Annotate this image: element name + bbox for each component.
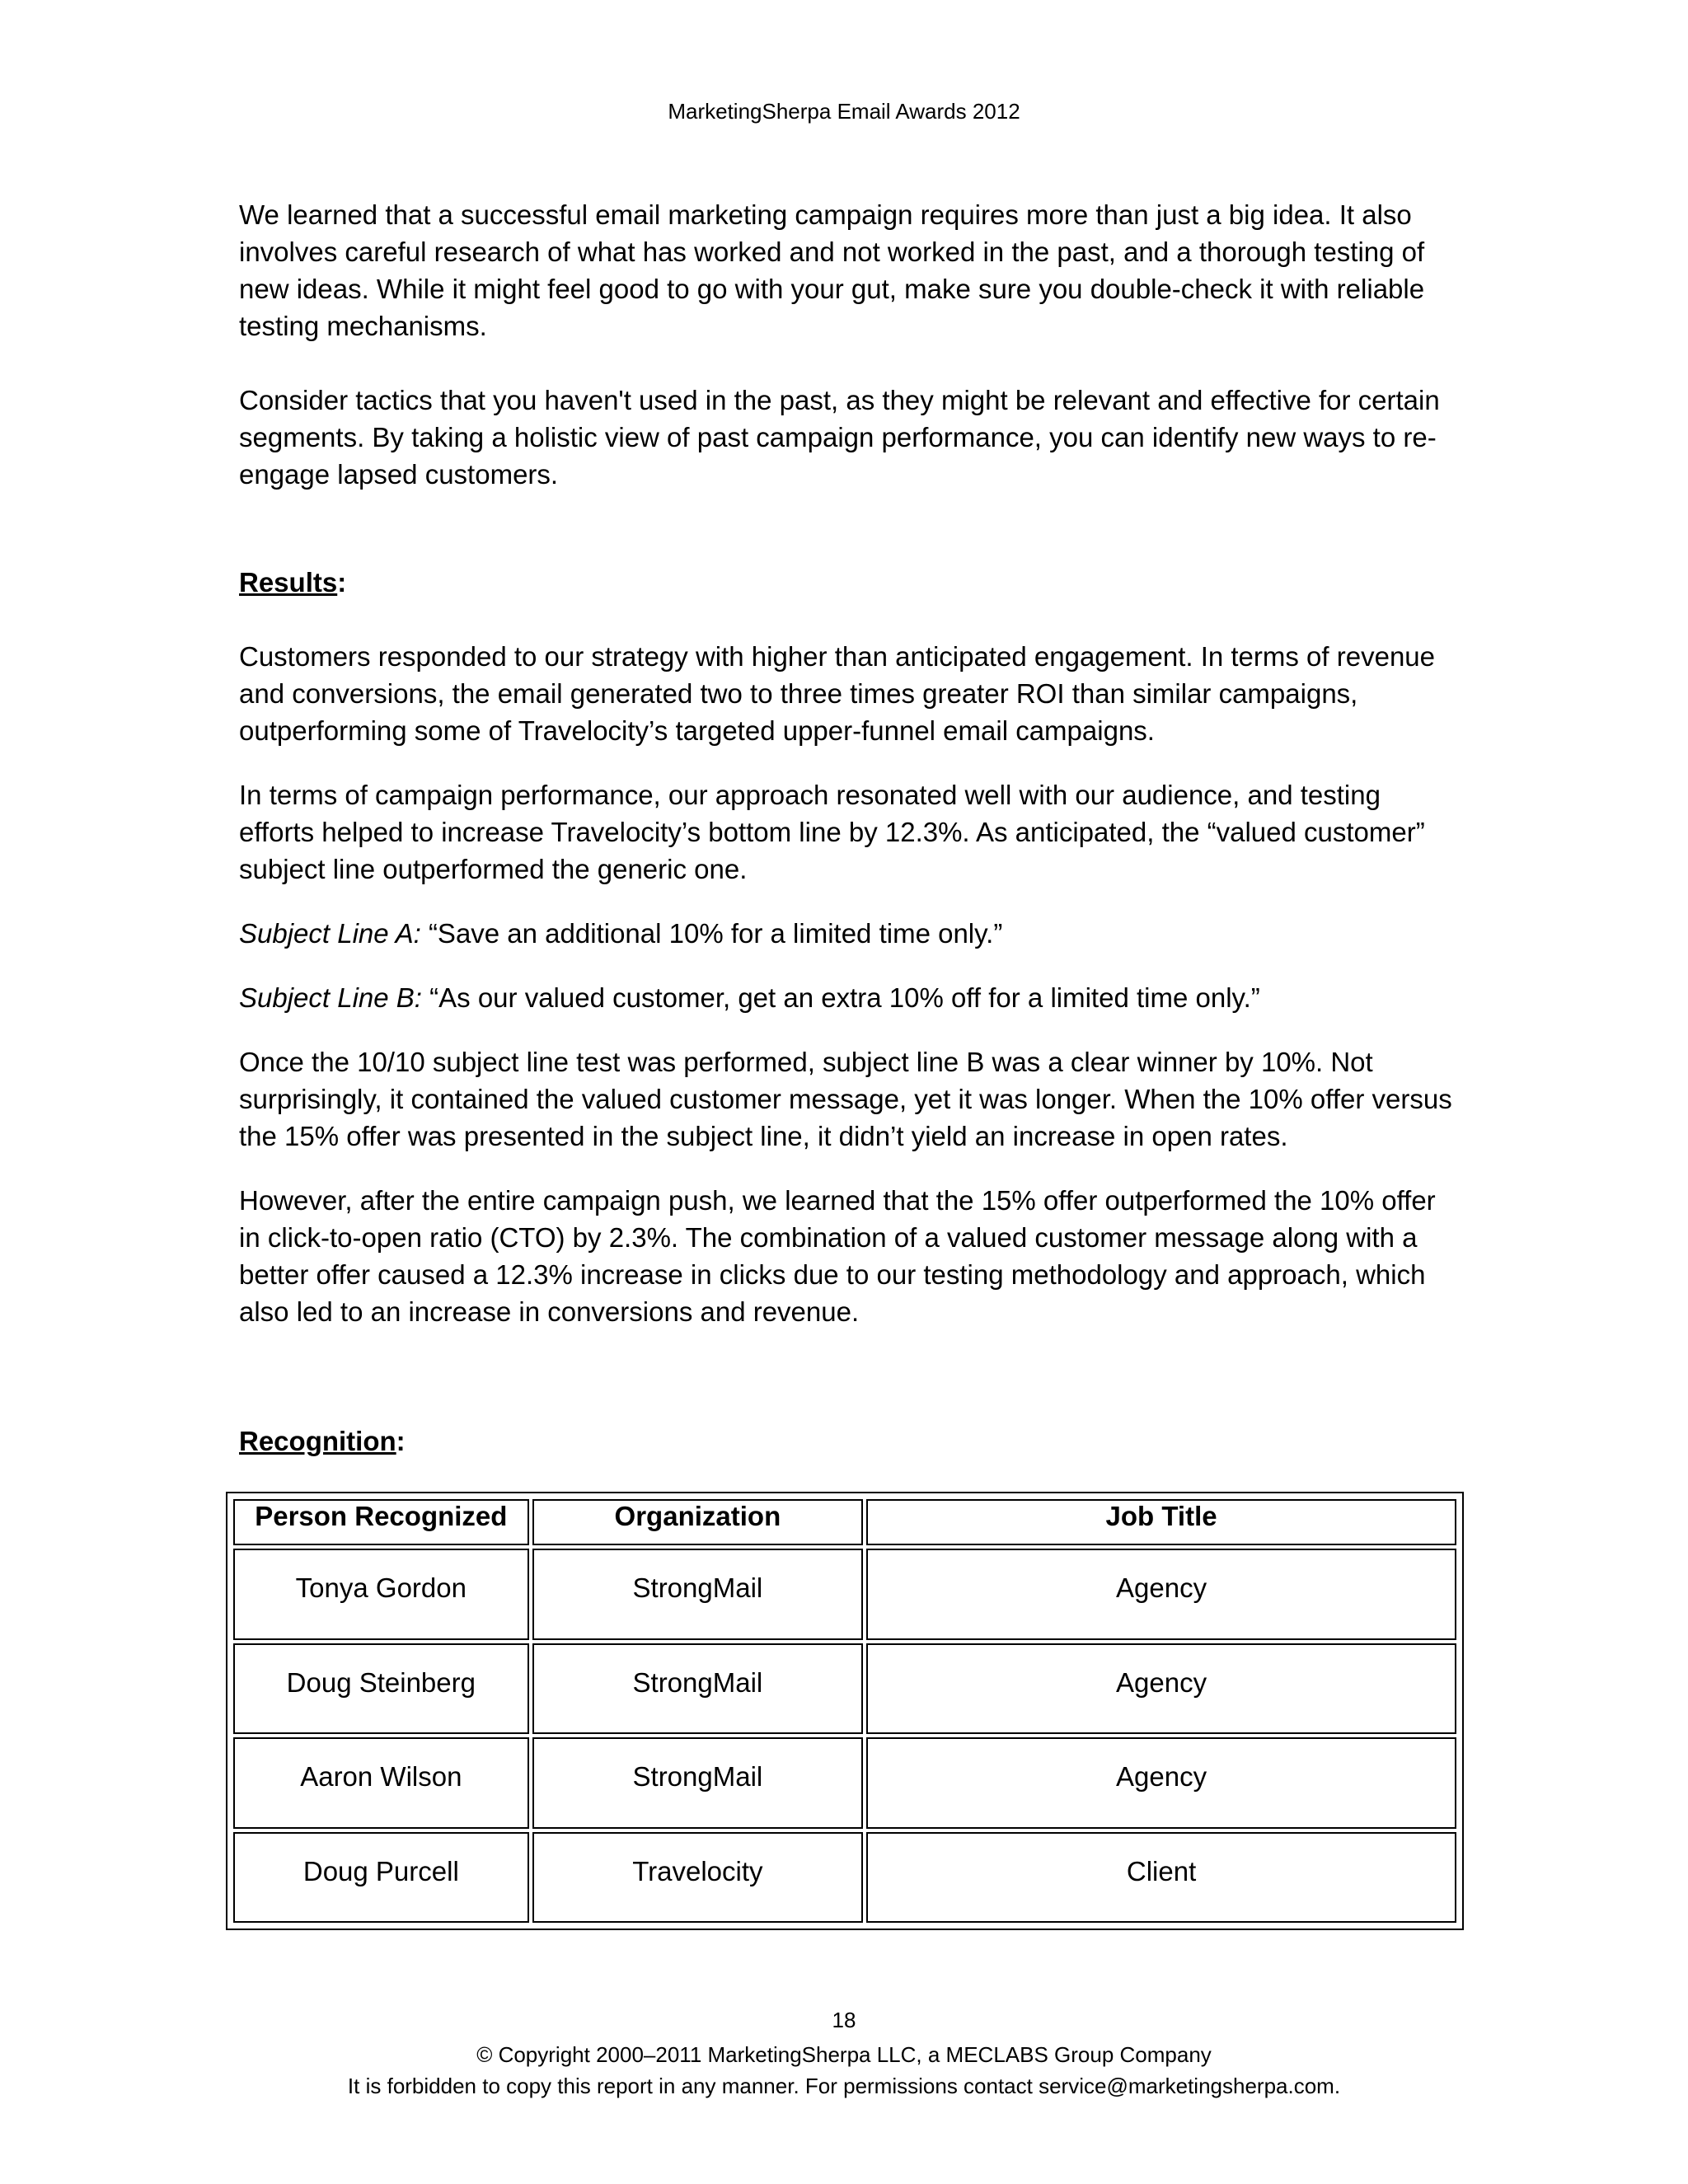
cell-person: Doug Purcell: [233, 1832, 529, 1924]
cell-person: Aaron Wilson: [233, 1737, 529, 1829]
cell-person: Doug Steinberg: [233, 1643, 529, 1735]
spacer: [239, 1016, 1459, 1043]
cell-organization: StrongMail: [532, 1549, 863, 1640]
table-header-row: [233, 1499, 1456, 1545]
subject-line-a-label: Subject Line A:: [239, 918, 421, 949]
subject-line-a: [239, 915, 1459, 952]
spacer: [239, 1155, 1459, 1182]
cell-organization: StrongMail: [532, 1737, 863, 1829]
cell-organization: Travelocity: [532, 1832, 863, 1924]
subject-line-b-text: “As our valued customer, get an extra 10% off for a limited time only.”: [429, 982, 1260, 1013]
copy-notice: It is forbidden to copy this report in any manner. For permissions contact service@marketingsherpa.com.: [347, 2074, 1341, 2098]
spacer: [239, 1330, 1459, 1422]
subject-line-a-text: “Save an additional 10% for a limited time only.”: [428, 918, 1003, 949]
spacer: [239, 344, 1459, 382]
spacer: [239, 749, 1459, 776]
table-row: [233, 1737, 1456, 1829]
results-heading-text: Results: [239, 567, 338, 598]
page-number: 18: [832, 2008, 856, 2032]
paragraph-results-engagement: Customers responded to our strategy with higher than anticipated engagement. In terms of revenue and conversions, the email generated two to three times greater ROI than similar campaigns, outperforming some of Travelocity’s targeted upper-funnel email campaigns.: [239, 641, 1436, 746]
recognition-heading-text: Recognition: [239, 1426, 396, 1456]
spacer: [239, 952, 1459, 979]
paragraph-results-test: Once the 10/10 subject line test was performed, subject line B was a clear winner by 10%. Not surprisingly, it contained the valued customer message, yet it was longer. When the 10% offer versus the 15% offer was presented in the subject line, it didn’t yield an increase in open rates.: [239, 1047, 1452, 1151]
cell-person: Tonya Gordon: [233, 1549, 529, 1640]
cell-job-title: Agency: [866, 1737, 1456, 1829]
paragraph-results-performance: In terms of campaign performance, our approach resonated well with our audience, and testing efforts helped to increase Travelocity’s bottom line by 12.3%. As anticipated, the “valued customer” subject line outperformed the generic one.: [239, 780, 1425, 884]
copyright-line: © Copyright 2000–2011 MarketingSherpa LLC, a MECLABS Group Company: [476, 2042, 1212, 2067]
page-header: MarketingSherpa Email Awards 2012: [668, 99, 1020, 124]
cell-organization: StrongMail: [532, 1643, 863, 1735]
header-organization: Organization: [532, 1499, 863, 1545]
paragraph-lessons: We learned that a successful email marketing campaign requires more than just a big idea. It also involves careful research of what has worked and not worked in the past, and a thorough testing of new ideas. While it might feel good to go with your gut, make sure you double-check it with reliable testing mechanisms.: [239, 199, 1425, 341]
header-job-title: Job Title: [866, 1499, 1456, 1545]
recognition-table: [230, 1496, 1460, 1926]
recognition-table-frame: [226, 1492, 1464, 1930]
cell-job-title: Agency: [866, 1643, 1456, 1735]
paragraph-tactics: Consider tactics that you haven't used in the past, as they might be relevant and effective for certain segments. By taking a holistic view of past campaign performance, you can identify new ways to re-engage lapsed customers.: [239, 385, 1440, 490]
table-row: [233, 1832, 1456, 1924]
table-row: [233, 1549, 1456, 1640]
cell-job-title: Agency: [866, 1549, 1456, 1640]
results-heading: Results:: [239, 567, 347, 598]
subject-line-b-label: Subject Line B:: [239, 982, 422, 1013]
spacer: [239, 888, 1459, 915]
header-person-recognized: Person Recognized: [233, 1499, 529, 1545]
spacer: [239, 601, 1459, 638]
subject-line-b: [239, 979, 1459, 1016]
table-row: [233, 1643, 1456, 1735]
cell-job-title: Client: [866, 1832, 1456, 1924]
page-content: [239, 196, 1459, 1460]
recognition-heading: Recognition:: [239, 1426, 406, 1456]
paragraph-results-cto: However, after the entire campaign push, we learned that the 15% offer outperformed the 10% offer in click-to-open ratio (CTO) by 2.3%. The combination of a valued customer message along with a better offer caused a 12.3% increase in clicks due to our testing methodology and approach, which also led to an increase in conversions and revenue.: [239, 1185, 1436, 1327]
spacer: [239, 493, 1459, 567]
